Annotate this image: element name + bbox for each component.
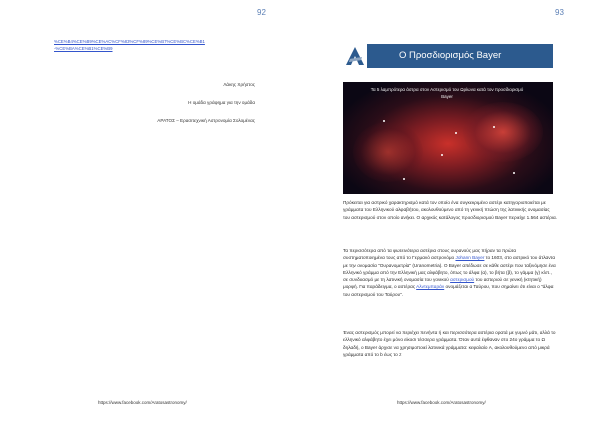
url-line-1[interactable]: %CE%B4%CE%B9%CE%AC%CF%83%CF%89%CE%B7%CE%BC%CE%B1 (54, 39, 205, 44)
credit-role: Η ομάδα γράφημα για την ομάδα (188, 100, 255, 105)
link-constellation[interactable]: αστερισμού (450, 277, 475, 283)
text-segment: του αστεριού σε γενική (κτητική) μορφή. Για παράδειγμα, ο αστέρας (343, 277, 542, 290)
star (493, 126, 495, 128)
footer-url[interactable]: https://www.facebook.com/Aratosastronomy/ (98, 400, 187, 405)
right-page (300, 0, 600, 424)
nebula-glow (463, 102, 543, 162)
credit-club: ΑΡΑΤΟΣ – Ερασιτεχνική Αστρονομία Σολομένας (157, 118, 255, 123)
paragraph-alphabet: Ένας αστερισμός μπορεί να περιέχει πενήντα ή και περισσότερα αστέρια ορατά με γυμνό μάτι, αλλά το ελληνικό αλφάβητο έχει μόνο είκοσι τέσσερα γράμματα. Όταν αυτά έφθαναν στο 24ο γράμμα το Ω δηλαδή, ο Bayer άρχισε να χρησιμοποιεί λατινικά γράμματα: κεφαλαίο A, ακολουθούμενο από μικρά γράμματα από το b έως το z (343, 330, 556, 357)
star (455, 132, 457, 134)
credit-author: Λάκης Χρήστος (223, 82, 255, 87)
photo-caption: Τα 5 λαμπρότερα άστρα στον Αστερισμό του Ωρίωνα κατά τον προσδιορισμό Bayer (370, 87, 524, 99)
article-title: Ο Προσδιορισμός Bayer (399, 50, 502, 61)
url-line-2[interactable]: -%CE%BA%CE%B1%CE%B9 (54, 46, 113, 51)
encoded-url-link[interactable] (54, 38, 284, 52)
footer-url[interactable]: https://www.facebook.com/Aratosastronomy/ (397, 400, 486, 405)
page-number: 93 (555, 8, 564, 17)
star (403, 178, 405, 180)
star (513, 172, 515, 174)
link-johann-bayer[interactable]: Johann Bayer (455, 255, 485, 261)
star (441, 154, 443, 156)
page-number: 92 (257, 8, 266, 17)
text-segment: ονομάζεται α Ταύρου, που σημαίνει ότι είναι ο "άλφα του αστερισμού του Ταύρου". (343, 284, 554, 297)
article-header (343, 44, 553, 68)
paragraph-history (343, 247, 557, 298)
nebula-glow (353, 122, 423, 182)
orion-photo (343, 82, 553, 194)
text-segment: Τα περισσότερα από τα φωτεινότερα αστέρια στους ουρανούς μας πήραν τα πρώτα συστηματοποιημένα τους από το Γερμανό αστρονόμο (343, 248, 517, 261)
text-segment: το 1603, στο αστρικό του άτλαντα με την ονομασία "Ουρανομετρία" (Uranometria). Ο Bayer απέδωσε σε κάθε αστέρι που ταξινόμησε ένα Ελληνικό γράμμα από την Ελληνική μας αλφάβητο, όπως το άλφα (α), το βήτα (β), το γάμμα (γ) κλπ., σε συνδυασμό με τη λατινική ονομασία του γονικού (343, 255, 556, 283)
paragraph-intro: Πρόκειται για αστρικό χαρακτηρισμό κατά τον οποίο ένα συγκεκριμένο αστέρι κατηγοριοποιείται με γράμματα του Ελληνικού αλφαβήτου, ακολουθούμενο από τη γενική πτώση της λατινικής ονομασίας του αστερισμού στον οποίο ανήκει. Ο αρχικός κατάλογος προσδιορισμού Bayer περιείχε 1.564 αστέρια. (343, 200, 557, 220)
link-aldebaran[interactable]: Αλντεμπαράν (416, 284, 445, 290)
aratos-logo-icon (343, 44, 367, 68)
star (383, 120, 385, 122)
